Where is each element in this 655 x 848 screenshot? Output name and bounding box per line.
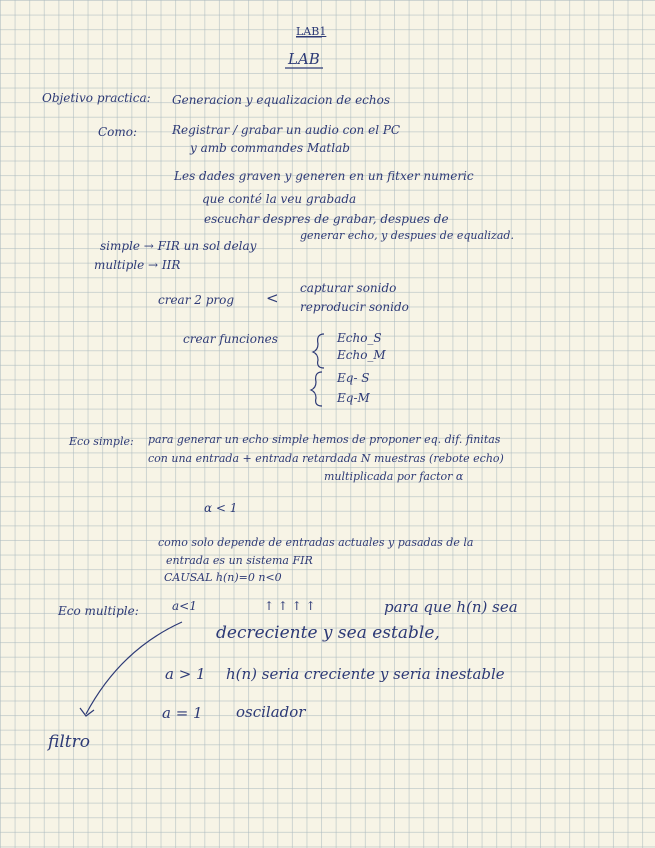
eco-simple-line-2: con una entrada + entrada retardada N muestras (rebote echo) [148,452,504,465]
dades-line-3: escuchar despres de grabar, despues de [204,212,449,226]
eco-multiple-text-4: oscilador [236,703,306,721]
funcion-eq-s: Eq- S [337,371,370,385]
tipo-simple: simple → FIR un sol delay [100,239,257,253]
eco-multiple-label: Eco multiple: [58,604,139,618]
brace-echo [313,334,324,368]
eco-multiple-cond-1: a<1 [172,599,197,613]
eco-multiple-text-3: h(n) seria creciente y seria inestable [226,665,505,683]
eco-simple-condition: α < 1 [204,501,238,515]
eco-simple-label: Eco simple: [69,435,134,448]
eco-simple-line-5: entrada es un sistema FIR [166,554,313,567]
dades-line-4: generar echo, y despues de equalizad. [300,229,514,242]
eco-simple-line-4: como solo depende de entradas actuales y pasadas de la [158,536,474,549]
objetivo-label: Objetivo practica: [42,91,151,105]
funcion-eq-m: Eq-M [337,391,370,405]
eco-simple-line-3: multiplicada por factor α [324,470,464,483]
dades-line-2: que conté la veu grabada [202,192,357,206]
programa-capturar: capturar sonido [300,281,397,295]
page-title: LAB [288,50,320,68]
programa-reproducir: reproducir sonido [300,300,409,314]
eco-multiple-cond-2: a > 1 [165,665,206,683]
eco-simple-line-6: CAUSAL h(n)=0 n<0 [164,571,282,584]
objetivo-text: Generacion y equalizacion de echos [172,93,391,107]
como-label: Como: [98,125,138,139]
eco-multiple-arrows: ↑ ↑ ↑ ↑ [264,599,316,613]
funcion-echo-m: Echo_M [337,348,386,362]
programas-bracket: < [266,289,279,307]
dades-line-1: Les dades graven y generen en un fitxer numeric [174,169,474,183]
eco-multiple-text-1: para que h(n) sea [384,598,518,616]
funcion-echo-s: Echo_S [337,331,382,345]
tipo-multiple: multiple → IIR [94,258,181,272]
brace-eq [311,372,322,406]
eco-simple-line-1: para generar un echo simple hemos de proponer eq. dif. finitas [148,433,501,446]
eco-multiple-text-2: decreciente y sea estable, [216,623,440,643]
como-line-2: y amb commandes Matlab [190,141,350,155]
funciones-label: crear funciones [183,332,278,346]
filtro-note: filtro [48,732,90,752]
lab1-small-title: LAB1 [296,25,327,38]
eco-multiple-cond-3: a = 1 [162,704,203,722]
como-line-1: Registrar / grabar un audio con el PC [172,123,401,137]
crear-programas: crear 2 prog [158,293,235,307]
